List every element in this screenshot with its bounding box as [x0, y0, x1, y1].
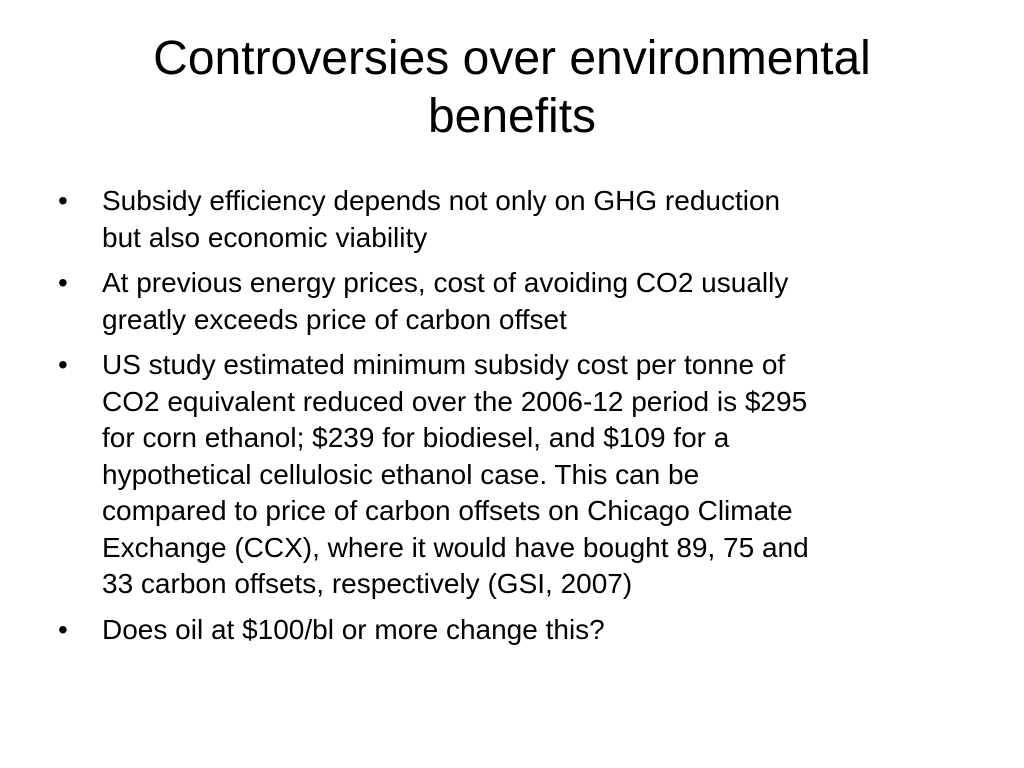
title-line-1: Controversies over environmental — [153, 32, 871, 85]
bullet-text-line: hypothetical cellulosic ethanol case. This can be — [102, 458, 700, 490]
bullet-dot: • — [58, 349, 68, 380]
bullet-item-energy-prices — [58, 265, 978, 338]
bullet-text-line: for corn ethanol; $239 for biodiesel, and $109 for a — [102, 422, 730, 453]
bullet-item-us-study — [58, 347, 978, 603]
bullet-text-line: US study estimated minimum subsidy cost per tonne of — [102, 349, 786, 380]
bullet-dot: • — [58, 267, 68, 298]
bullet-dot: • — [58, 613, 68, 645]
bullet-text-line: 33 carbon offsets, respectively (GSI, 2007) — [102, 568, 633, 599]
bullet-text-line: Exchange (CCX), where it would have bought 89, 75 and — [102, 531, 809, 563]
bullet-text-line: Does oil at $100/bl or more change this? — [102, 613, 605, 645]
bullet-text-line: CO2 equivalent reduced over the 2006-12 period is $295 — [102, 385, 808, 417]
bullet-item-subsidy-efficiency — [58, 183, 978, 256]
bullet-text-line: but also economic viability — [102, 221, 428, 253]
bullet-text-line: At previous energy prices, cost of avoiding CO2 usually — [102, 267, 789, 298]
bullet-list — [58, 183, 978, 657]
bullet-text-line: Subsidy efficiency depends not only on GHG reduction — [102, 185, 781, 216]
bullet-text-line: greatly exceeds price of carbon offset — [102, 303, 567, 335]
slide-title — [0, 30, 1024, 146]
title-line-2: benefits — [427, 90, 597, 143]
bullet-dot: • — [58, 185, 68, 216]
bullet-text-line: compared to price of carbon offsets on Chicago Climate — [102, 495, 793, 526]
bullet-item-oil-price-question — [58, 612, 978, 649]
